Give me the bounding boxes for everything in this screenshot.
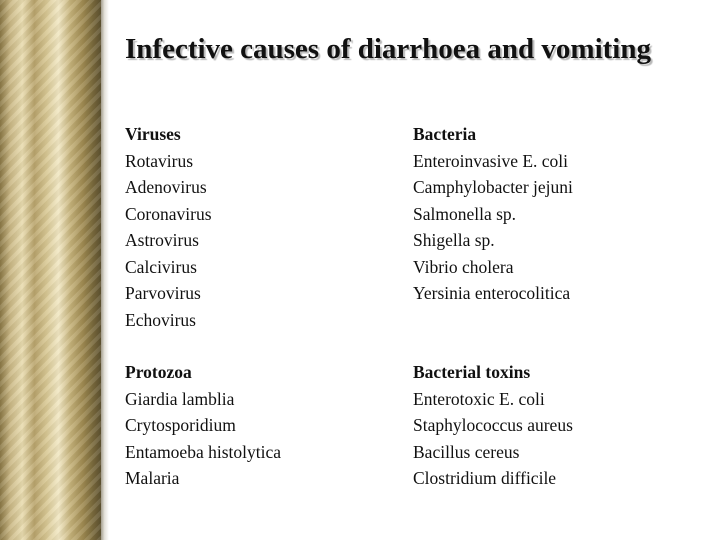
list-item: Rotavirus: [125, 150, 194, 171]
protozoa-list: [125, 359, 281, 492]
list-item: Entamoeba histolytica: [125, 441, 281, 462]
list-item: Staphylococcus aureus: [413, 415, 573, 435]
bacteria-heading: Bacteria: [413, 124, 477, 144]
list-item: Clostridium difficile: [413, 468, 557, 488]
list-item: Parvovirus: [125, 283, 201, 303]
bacterial-toxins-heading: Bacterial toxins: [413, 362, 531, 382]
list-item: Bacillus cereus: [413, 441, 520, 462]
list-item: Vibrio cholera: [413, 256, 514, 277]
list-item: Echovirus: [125, 309, 196, 330]
list-item: Crytosporidium: [125, 415, 236, 435]
list-item: Salmonella sp.: [413, 203, 517, 224]
list-item: Calcivirus: [125, 256, 197, 277]
list-item: Adenovirus: [125, 177, 207, 197]
decorative-gold-band: [0, 0, 101, 540]
list-item: Yersinia enterocolitica: [413, 283, 571, 303]
list-item: Shigella sp.: [413, 230, 495, 250]
band-shadow-edge: [101, 0, 109, 540]
list-item: Camphylobacter jejuni: [413, 177, 573, 197]
list-item: Enteroinvasive E. coli: [413, 150, 569, 171]
list-item: Coronavirus: [125, 203, 212, 224]
list-item: Giardia lamblia: [125, 388, 235, 409]
list-item: Malaria: [125, 468, 180, 488]
bacteria-list: [413, 121, 573, 307]
viruses-list: [125, 121, 212, 333]
protozoa-heading: Protozoa: [125, 362, 192, 382]
viruses-heading: Viruses: [125, 124, 181, 144]
list-item: Enterotoxic E. coli: [413, 388, 545, 409]
bacterial-toxins-list: [413, 359, 573, 492]
list-item: Astrovirus: [125, 230, 199, 250]
slide-title: Infective causes of diarrhoea and vomiting: [125, 33, 651, 65]
